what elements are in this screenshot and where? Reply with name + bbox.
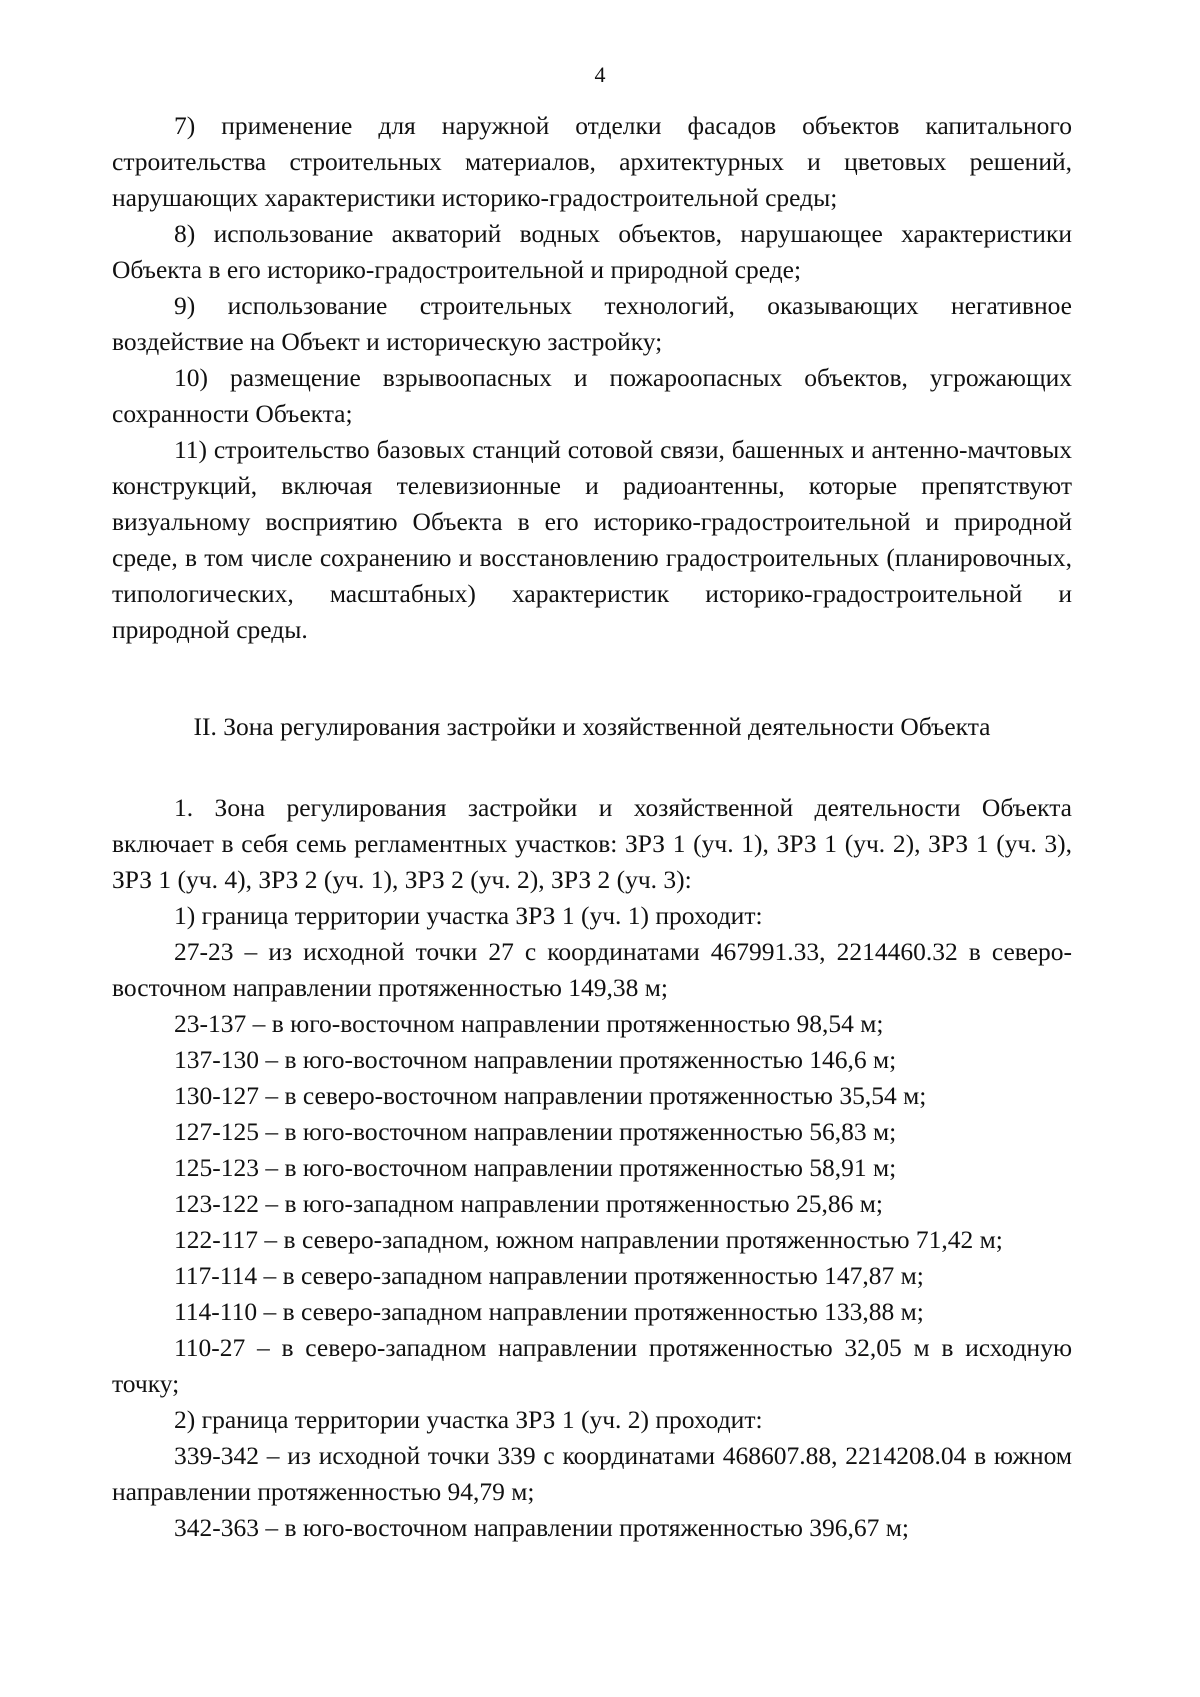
- boundary-segment: 122-117 – в северо-западном, южном направлении протяженностью 71,42 м;: [174, 1225, 1003, 1254]
- boundary-segment: 110-27 – в северо-западном направлении протяженностью 32,05 м в исходную точку;: [112, 1333, 1072, 1398]
- paragraph: 1. Зона регулирования застройки и хозяйственной деятельности Объекта включает в себя семь регламентных участков: ЗРЗ 1 (уч. 1), ЗРЗ 1 (уч. 2), ЗРЗ 1 (уч. 3), ЗРЗ 1 (уч. 4), ЗРЗ 2 (уч. 1), ЗРЗ 2 (уч. 2), ЗРЗ 2 (уч. 3):: [112, 793, 1072, 894]
- boundary-segment: 137-130 – в юго-восточном направлении протяженностью 146,6 м;: [174, 1045, 897, 1074]
- boundary-segment: 27-23 – из исходной точки 27 с координатами 467991.33, 2214460.32 в северо-восточном направлении протяженностью 149,38 м;: [112, 937, 1072, 1002]
- list-item: 11) строительство базовых станций сотовой связи, башенных и антенно-мачтовых конструкций, включая телевизионные и радиоантенны, которые препятствуют визуальному восприятию Объекта в его историко-градостроительной и природной среде, в том числе сохранению и восстановлению градостроительных (планировочных, типологических, масштабных) характеристик историко-градостроительной и природной среды.: [112, 435, 1072, 644]
- list-item: 7) применение для наружной отделки фасадов объектов капитального строительства строительных материалов, архитектурных и цветовых решений, нарушающих характеристики историко-градостроительной среды;: [112, 111, 1072, 212]
- list-item: 8) использование акваторий водных объектов, нарушающее характеристики Объекта в его историко-градостроительной и природной среде;: [112, 219, 1072, 284]
- boundary-segment: 130-127 – в северо-восточном направлении протяженностью 35,54 м;: [174, 1081, 927, 1110]
- paragraph: 2) граница территории участка ЗРЗ 1 (уч. 2) проходит:: [174, 1405, 763, 1434]
- boundary-segment: 117-114 – в северо-западном направлении протяженностью 147,87 м;: [174, 1261, 924, 1290]
- boundary-segment: 114-110 – в северо-западном направлении протяженностью 133,88 м;: [174, 1297, 924, 1326]
- list-item: 10) размещение взрывоопасных и пожароопасных объектов, угрожающих сохранности Объекта;: [112, 363, 1072, 428]
- boundary-segment: 339-342 – из исходной точки 339 с координатами 468607.88, 2214208.04 в южном направлении протяженностью 94,79 м;: [112, 1441, 1072, 1506]
- boundary-segment: 342-363 – в юго-восточном направлении протяженностью 396,67 м;: [174, 1513, 910, 1542]
- boundary-segment: 23-137 – в юго-восточном направлении протяженностью 98,54 м;: [174, 1009, 884, 1038]
- list-item: 9) использование строительных технологий, оказывающих негативное воздействие на Объект и историческую застройку;: [112, 291, 1072, 356]
- section-body: [112, 790, 1072, 1546]
- paragraph: 1) граница территории участка ЗРЗ 1 (уч. 1) проходит:: [174, 901, 763, 930]
- boundary-segment: 127-125 – в юго-восточном направлении протяженностью 56,83 м;: [174, 1117, 897, 1146]
- section-heading: II. Зона регулирования застройки и хозяйственной деятельности Объекта: [193, 712, 991, 741]
- restrictions-list: [112, 108, 1072, 648]
- boundary-segment: 125-123 – в юго-восточном направлении протяженностью 58,91 м;: [174, 1153, 897, 1182]
- page-number: 4: [594, 62, 606, 87]
- boundary-segment: 123-122 – в юго-западном направлении протяженностью 25,86 м;: [174, 1189, 883, 1218]
